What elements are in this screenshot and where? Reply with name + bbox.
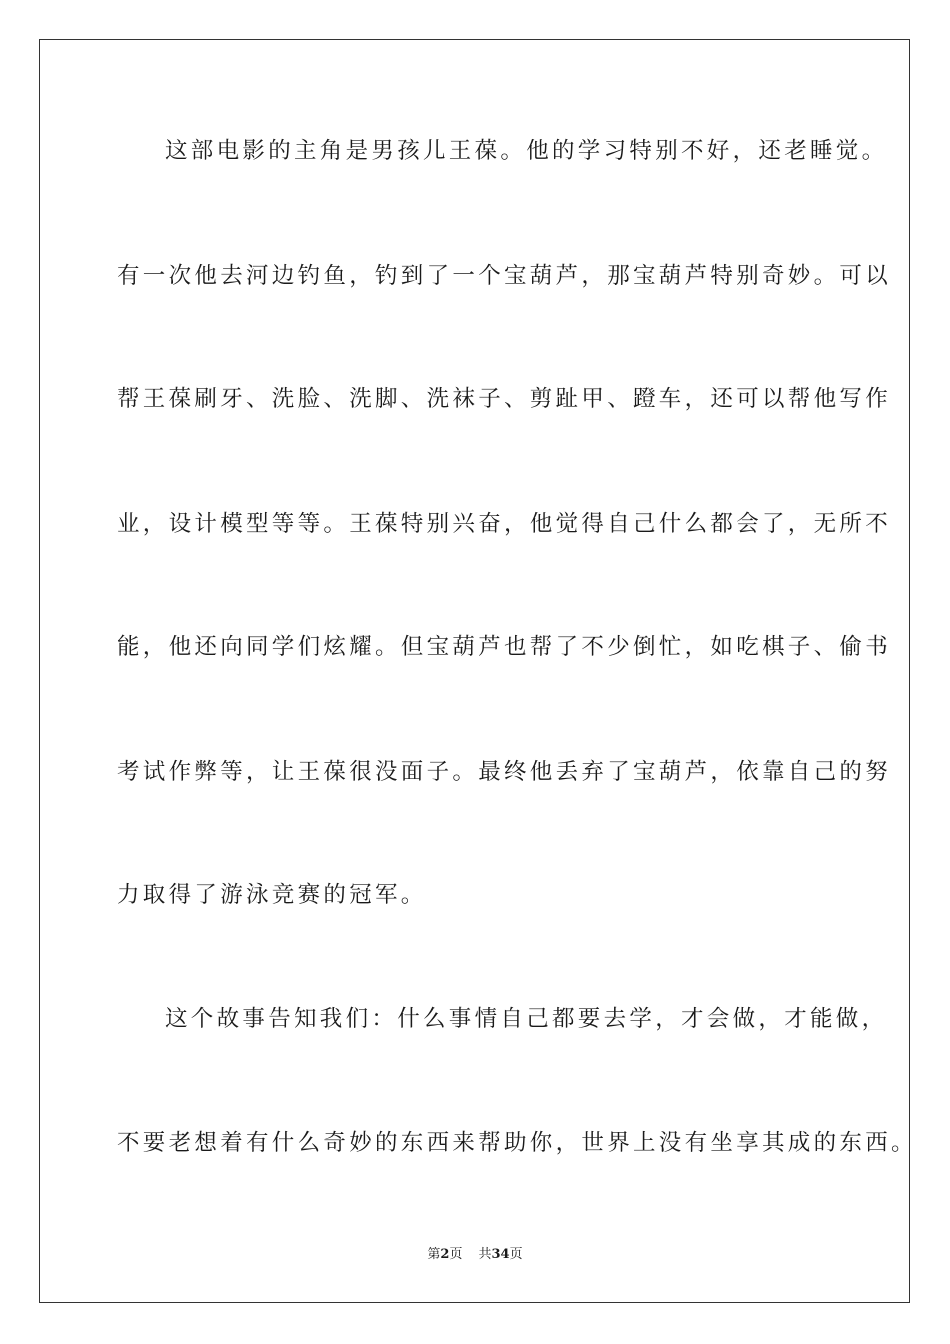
footer-total-pages: 34 [491,1247,510,1262]
page-footer [0,1246,950,1264]
footer-page-suffix: 页 [449,1247,463,1262]
page-border [39,39,917,1303]
footer-total-prefix: 共 [478,1247,492,1262]
paragraph-2-line-1: 这个故事告知我们：什么事情自己都要去学，才会做，才能做， [165,1006,888,1032]
paragraph-1-line-4: 业，设计模型等等。王葆特别兴奋，他觉得自己什么都会了，无所不 [117,511,892,537]
paragraph-1-line-1: 这部电影的主角是男孩儿王葆。他的学习特别不好，还老睡觉。 [165,138,888,164]
footer-total-suffix: 页 [509,1247,523,1262]
footer-page-prefix: 第 [427,1247,441,1262]
footer-page-number: 2 [440,1247,450,1262]
paragraph-2-line-2: 不要老想着有什么奇妙的东西来帮助你，世界上没有坐享其成的东西。 [117,1130,917,1156]
paragraph-1-line-7: 力取得了游泳竞赛的冠军。 [117,882,427,908]
paragraph-1-line-2: 有一次他去河边钓鱼，钓到了一个宝葫芦，那宝葫芦特别奇妙。可以 [117,263,892,289]
paragraph-1-line-5: 能，他还向同学们炫耀。但宝葫芦也帮了不少倒忙，如吃棋子、偷书 [117,634,892,660]
paragraph-1-line-3: 帮王葆刷牙、洗脸、洗脚、洗袜子、剪趾甲、蹬车，还可以帮他写作 [117,386,892,412]
paragraph-1-line-6: 考试作弊等，让王葆很没面子。最终他丢弃了宝葫芦，依靠自己的努 [117,759,892,785]
